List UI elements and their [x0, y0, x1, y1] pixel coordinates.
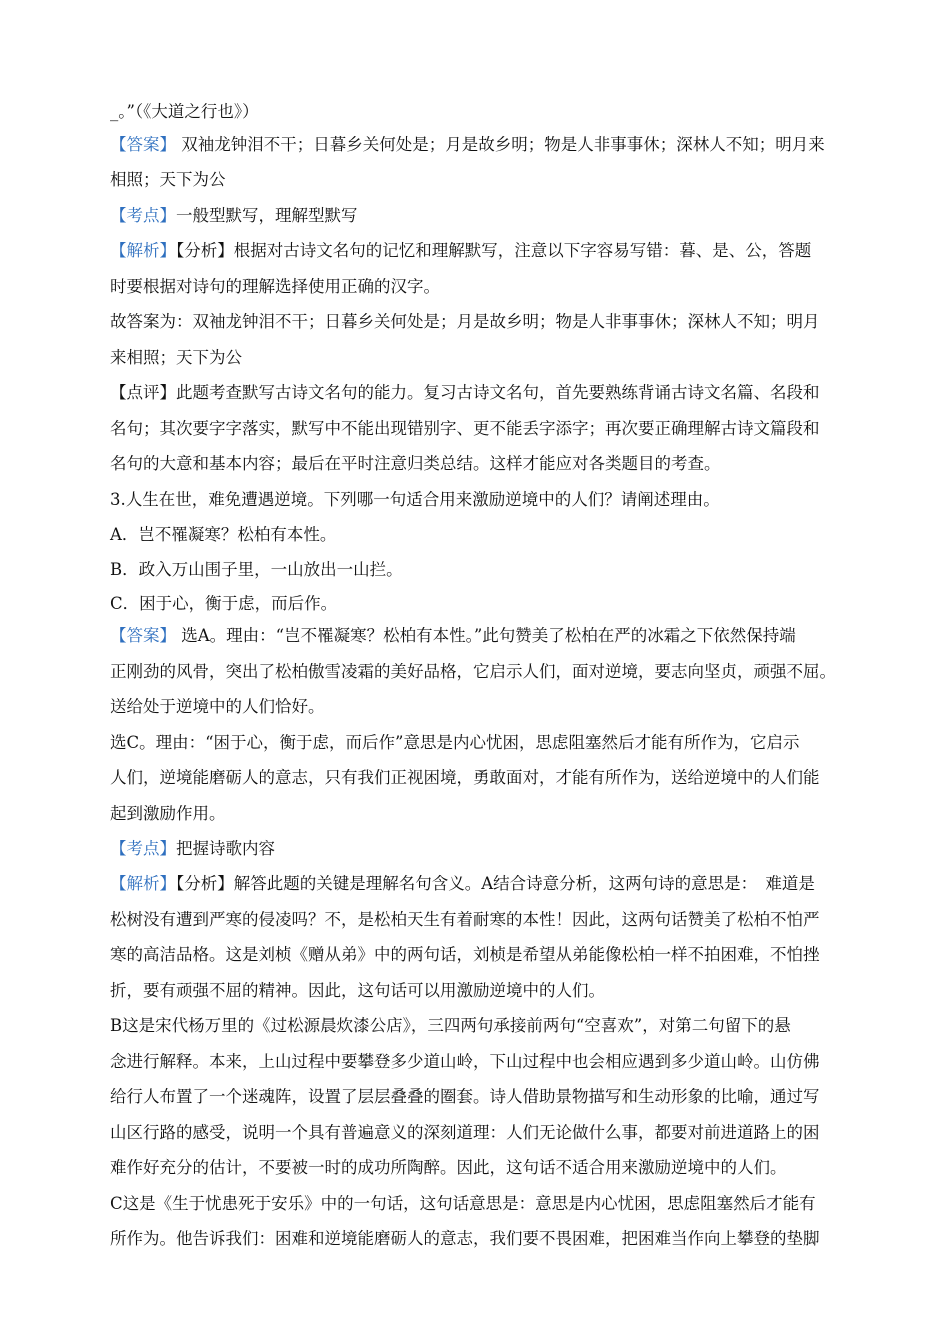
answer-tag: 【答案】	[110, 626, 176, 645]
q3-b-analysis: B这是宋代杨万里的《过松源晨炊漆公店》，三四两句承接前两句“空喜欢”，对第二句留下的悬	[110, 1016, 791, 1035]
answer-text: 选A。理由：“岂不罹凝寒？松柏有本性。”此句赞美了松柏在严的冰霜之下依然保持端	[181, 626, 796, 645]
q2-jiexi	[110, 233, 845, 269]
kaodian-tag: 【考点】	[110, 839, 176, 858]
q3-option-a: A．岂不罹凝寒？松柏有本性。	[110, 525, 337, 544]
q3-answer-cont-2: 送给处于逆境中的人们恰好。	[110, 697, 325, 716]
q3-b-analysis-cont-1: 念进行解释。本来，上山过程中要攀登多少道山岭，下山过程中也会相应遇到多少道山岭。山仿佛	[110, 1052, 820, 1071]
q3-b-analysis-cont-2: 给行人布置了一个迷魂阵，设置了层层叠叠的圈套。诗人借助景物描写和生动形象的比喻，通过写	[110, 1087, 820, 1106]
kaodian-text: 一般型默写，理解型默写	[176, 206, 358, 225]
q2-answer	[110, 127, 845, 163]
q3-kaodian	[110, 831, 845, 867]
q3-b-analysis-cont-4: 难作好充分的估计，不要被一时的成功所陶醉。因此，这句话不适合用来激励逆境中的人们。	[110, 1158, 787, 1177]
q3-answer-c-cont-1: 人们，逆境能磨砺人的意志，只有我们正视困境，勇敢面对，才能有所作为，送给逆境中的人们能	[110, 768, 820, 787]
jiexi-tag: 【解析】	[110, 241, 176, 260]
q3-jiexi-cont-1: 松树没有遭到严寒的侵凌吗？不，是松柏天生有着耐寒的本性！因此，这两句话赞美了松柏不怕严	[110, 910, 820, 929]
answer-text: 双袖龙钟泪不干；日暮乡关何处是；月是故乡明；物是人非事事休；深林人不知；明月来	[181, 135, 825, 154]
q3-c-analysis-cont-1: 所作为。他告诉我们：困难和逆境能磨砺人的意志，我们要不畏困难，把困难当作向上攀登的垫脚	[110, 1229, 820, 1248]
kaodian-text: 把握诗歌内容	[176, 839, 275, 858]
jiexi-text: 【分析】根据对古诗文名句的记忆和理解默写，注意以下字容易写错：暮、是、公，答题	[176, 241, 812, 260]
jiexi-tag: 【解析】	[110, 874, 176, 893]
q3-b-analysis-cont-3: 山区行路的感受，说明一个具有普遍意义的深刻道理：人们无论做什么事，都要对前进道路上的困	[110, 1123, 820, 1142]
q3-c-analysis: C这是《生于忧患死于安乐》中的一句话，这句话意思是：意思是内心忧困，思虑阻塞然后才能有	[110, 1194, 816, 1213]
q3-question: 3.人生在世，难免遭遇逆境。下列哪一句适合用来激励逆境中的人们？请阐述理由。	[110, 490, 720, 509]
q2-dianping: 【点评】此题考查默写古诗文名句的能力。复习古诗文名句，首先要熟练背诵古诗文名篇、名段和	[110, 383, 820, 402]
q3-jiexi	[110, 866, 845, 902]
q2-final-answer: 故答案为：双袖龙钟泪不干；日暮乡关何处是；月是故乡明；物是人非事事休；深林人不知；明月	[110, 312, 820, 331]
jiexi-text: 【分析】解答此题的关键是理解名句含义。A结合诗意分析，这两句诗的意思是： 难道是	[176, 874, 815, 893]
q2-dianping-cont-1: 名句；其次要字字落实，默写中不能出现错别字、更不能丢字添字；再次要正确理解古诗文篇段和	[110, 419, 820, 438]
top-line: _。”（《大道之行也》）	[110, 102, 259, 121]
q2-final-answer-cont: 来相照；天下为公	[110, 348, 242, 367]
q2-dianping-cont-2: 名句的大意和基本内容；最后在平时注意归类总结。这样才能应对各类题目的考查。	[110, 454, 721, 473]
q3-answer-c: 选C。理由：“困于心，衡于虑，而后作”意思是内心忧困，思虑阻塞然后才能有所作为，它启示	[110, 733, 800, 752]
q3-option-c: C．困于心，衡于虑，而后作。	[110, 594, 338, 613]
q2-kaodian	[110, 198, 845, 234]
q2-answer-cont: 相照；天下为公	[110, 170, 226, 189]
q3-jiexi-cont-3: 折，要有顽强不屈的精神。因此，这句话可以用激励逆境中的人们。	[110, 981, 605, 1000]
q2-jiexi-cont: 时要根据对诗句的理解选择使用正确的汉字。	[110, 277, 440, 296]
q3-jiexi-cont-2: 寒的高洁品格。这是刘桢《赠从弟》中的两句话，刘桢是希望从弟能像松柏一样不拍困难，不怕挫	[110, 945, 820, 964]
answer-tag: 【答案】	[110, 135, 176, 154]
q3-answer-c-cont-2: 起到激励作用。	[110, 804, 226, 823]
kaodian-tag: 【考点】	[110, 206, 176, 225]
q3-option-b: B．政入万山围子里，一山放出一山拦。	[110, 560, 403, 579]
q3-answer	[110, 618, 845, 654]
q3-answer-cont-1: 正刚劲的风骨，突出了松柏傲雪凌霜的美好品格，它启示人们，面对逆境，要志向坚贞，顽强不屈。	[110, 662, 836, 681]
